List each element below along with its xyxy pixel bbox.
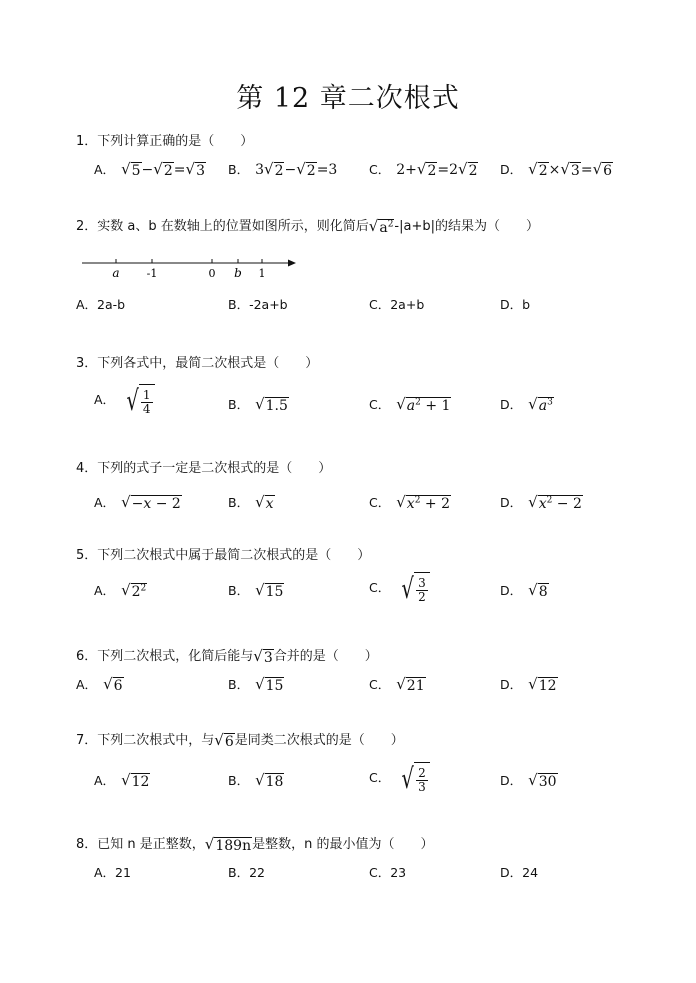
q8-option-b: B．22 <box>228 865 265 880</box>
q2-option-a: A．2a-b <box>76 297 126 312</box>
question-2-stem: 2．实数 a、b 在数轴上的位置如图所示，则化简后 √ $a^2$ -|a+b|的结果为（ ） <box>76 217 539 236</box>
question-7-stem: 7．下列二次根式中，与 √ 6 是同类二次根式的是（ ） <box>76 731 404 750</box>
question-4-stem: 4．下列的式子一定是二次根式的是（ ） <box>76 461 332 476</box>
q8-option-c: C．23 <box>369 865 407 880</box>
q3-option-d: D． √ $a^3$ <box>500 395 553 414</box>
question-6-stem: 6．下列二次根式，化简后能与 √ 3 合并的是（ ） <box>76 647 378 666</box>
q5-option-b: B． √ 15 <box>228 581 284 600</box>
axis-label-0: 0 <box>208 267 216 280</box>
q7-option-a: A． √ 12 <box>94 771 150 790</box>
question-5-stem: 5．下列二次根式中属于最简二次根式的是（ ） <box>76 548 371 563</box>
q5-option-c: C． √ $\frac{3}{2}$ <box>369 572 430 604</box>
number-line <box>80 254 300 284</box>
q6-option-c: C． √ 21 <box>369 675 425 694</box>
axis-label-1: 1 <box>258 267 266 280</box>
q1-option-d: D． √ 2 × √ 3 = √ 6 <box>500 160 613 179</box>
question-3-stem: 3．下列各式中，最简二次根式是（ ） <box>76 356 319 371</box>
q7-option-c: C． √ $\frac{2}{3}$ <box>369 762 430 794</box>
q6-option-b: B． √ 15 <box>228 675 284 694</box>
q6-option-a: A． √ 6 <box>76 675 123 694</box>
q7-option-b: B． √ 18 <box>228 771 284 790</box>
q4-option-c: C． √ $x^2 + 2$ <box>369 493 450 512</box>
q1-option-a: A． √ 5 − √ 2 = √ 3 <box>94 160 205 179</box>
q4-option-a: A． √ −x − 2 <box>94 493 181 512</box>
q4-option-d: D． √ $x^2 - 2$ <box>500 493 582 512</box>
q1-option-c: C． 2+ √ 2 =2 √ 2 <box>369 160 478 179</box>
question-8-stem: 8．已知 n 是正整数， √ 189n 是整数，n 的最小值为（ ） <box>76 835 434 854</box>
page-title: 第 12 章二次根式 <box>236 83 460 114</box>
axis-label-neg1: -1 <box>146 267 158 280</box>
q1-option-b: B． 3 √ 2 − √ 2 =3 <box>228 160 338 179</box>
axis-label-a: a <box>112 266 120 280</box>
q2-option-c: C．2a+b <box>369 297 425 312</box>
q2-option-b: B．-2a+b <box>228 297 288 312</box>
question-1-stem: 1．下列计算正确的是（ ） <box>76 134 254 149</box>
q3-option-a: A． √ $\frac{1}{4}$ <box>94 384 155 416</box>
q4-option-b: B． √ x <box>228 493 274 512</box>
axis-label-b: b <box>234 266 242 280</box>
q5-option-d: D． √ 8 <box>500 581 548 600</box>
q7-option-d: D． √ 30 <box>500 771 557 790</box>
q3-option-c: C． √ $a^2 + 1$ <box>369 395 451 414</box>
q5-option-a: A． √ $2^2$ <box>94 581 147 600</box>
q2-option-d: D．b <box>500 297 531 312</box>
q8-option-a: A．21 <box>94 865 131 880</box>
q3-option-b: B． √ 1.5 <box>228 395 288 414</box>
q6-option-d: D． √ 12 <box>500 675 557 694</box>
q8-option-d: D．24 <box>500 865 539 880</box>
